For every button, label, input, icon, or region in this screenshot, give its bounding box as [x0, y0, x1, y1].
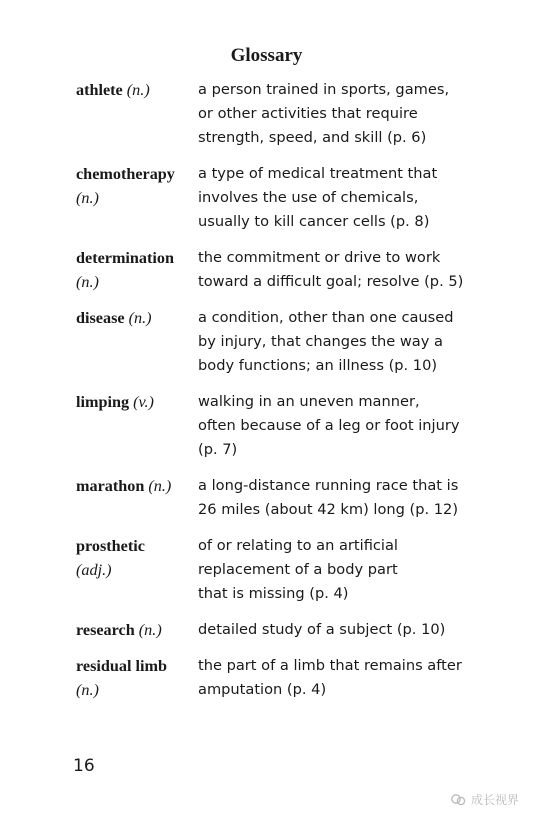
definition-line: a person trained in sports, games,	[198, 81, 450, 98]
wechat-channel-icon	[449, 793, 467, 807]
term-cell	[76, 162, 198, 210]
page-title: Glossary	[230, 45, 303, 66]
glossary-entry	[76, 162, 476, 234]
definition-line: the commitment or drive to work	[198, 249, 441, 266]
definition-line: replacement of a body part	[198, 561, 398, 578]
glossary-term: limping	[76, 393, 130, 411]
definition-line: usually to kill cancer cells (p. 8)	[198, 213, 430, 230]
part-of-speech: (n.)	[76, 273, 99, 291]
definition-line: or other activities that require	[198, 105, 418, 122]
glossary-entry	[76, 474, 476, 522]
glossary-entry	[76, 306, 476, 378]
part-of-speech: (n.)	[138, 621, 162, 639]
glossary-term: chemotherapy	[76, 165, 175, 183]
definition-line: the part of a limb that remains after	[198, 657, 462, 674]
glossary-term: determination	[76, 249, 175, 267]
glossary-definition	[198, 78, 476, 150]
glossary-term: disease	[76, 309, 125, 327]
glossary-definition	[198, 618, 476, 642]
definition-line: walking in an uneven manner,	[198, 393, 420, 410]
definition-line: amputation (p. 4)	[198, 681, 327, 698]
part-of-speech: (n.)	[126, 81, 150, 99]
glossary-entry	[76, 78, 476, 150]
term-cell	[76, 246, 198, 294]
definition-line: that is missing (p. 4)	[198, 585, 349, 602]
definition-line: involves the use of chemicals,	[198, 189, 419, 206]
definition-line: detailed study of a subject (p. 10)	[198, 621, 446, 638]
watermark-text: 成长视界	[470, 793, 519, 807]
term-cell	[76, 534, 198, 582]
glossary-definition	[198, 654, 476, 702]
glossary-term: prosthetic	[76, 537, 145, 555]
definition-line: a condition, other than one caused	[198, 309, 454, 326]
glossary-definition	[198, 162, 476, 234]
glossary-entry	[76, 246, 476, 294]
glossary-term: marathon	[76, 477, 145, 495]
glossary-term: athlete	[76, 81, 123, 99]
definition-line: a type of medical treatment that	[198, 165, 438, 182]
part-of-speech: (n.)	[148, 477, 172, 495]
definition-line: 26 miles (about 42 km) long (p. 12)	[198, 501, 459, 518]
glossary-entry	[76, 534, 476, 606]
term-cell	[76, 390, 198, 414]
glossary-definition	[198, 390, 476, 462]
term-cell	[76, 78, 198, 102]
glossary-entry	[76, 618, 476, 642]
definition-line: often because of a leg or foot injury	[198, 417, 460, 434]
term-cell	[76, 654, 198, 702]
part-of-speech: (n.)	[76, 189, 99, 207]
glossary-term: residual limb	[76, 657, 167, 675]
glossary-definition	[198, 306, 476, 378]
watermark	[449, 791, 519, 808]
glossary-definition	[198, 474, 476, 522]
part-of-speech: (v.)	[133, 393, 154, 411]
part-of-speech: (adj.)	[76, 561, 112, 579]
definition-line: toward a difficult goal; resolve (p. 5)	[198, 273, 464, 290]
glossary-entry	[76, 654, 476, 702]
definition-line: of or relating to an artificial	[198, 537, 398, 554]
term-cell	[76, 618, 198, 642]
glossary-definition	[198, 534, 476, 606]
part-of-speech: (n.)	[128, 309, 152, 327]
glossary-entry	[76, 390, 476, 462]
definition-line: (p. 7)	[198, 441, 238, 458]
part-of-speech: (n.)	[76, 681, 99, 699]
glossary-definition	[198, 246, 476, 294]
glossary-list	[76, 78, 476, 714]
glossary-term: research	[76, 621, 135, 639]
definition-line: by injury, that changes the way a	[198, 333, 443, 350]
definition-line: a long-distance running race that is	[198, 477, 459, 494]
definition-line: body functions; an illness (p. 10)	[198, 357, 438, 374]
term-cell	[76, 306, 198, 330]
definition-line: strength, speed, and skill (p. 6)	[198, 129, 427, 146]
term-cell	[76, 474, 198, 498]
page-number: 16	[73, 756, 95, 776]
